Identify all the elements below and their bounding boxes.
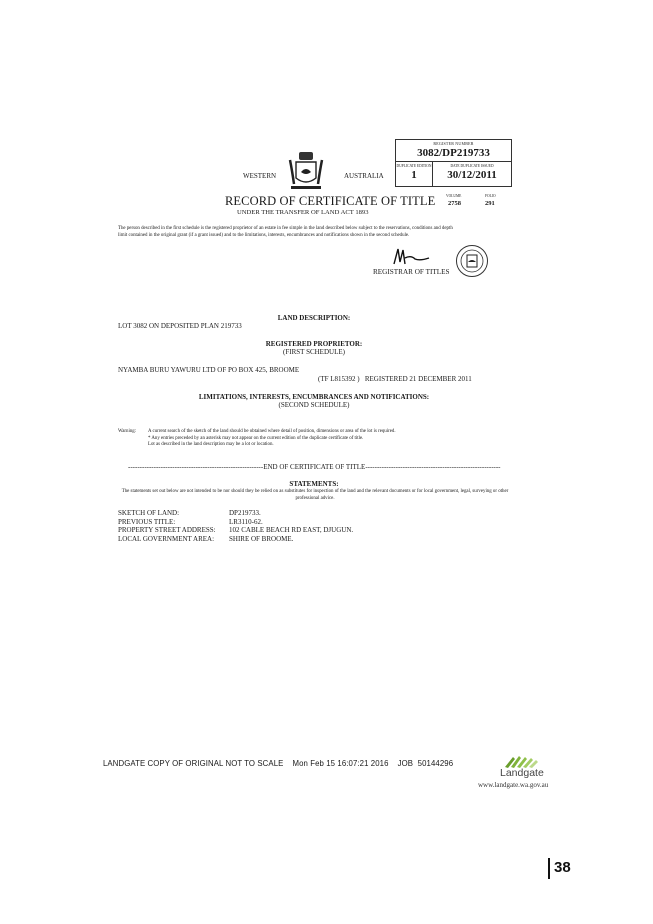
statement-key: SKETCH OF LAND: — [118, 509, 180, 517]
document-subtitle: UNDER THE TRANSFER OF LAND ACT 1893 — [237, 209, 369, 216]
statements-table — [118, 509, 353, 543]
limitations-heading: LIMITATIONS, INTERESTS, ENCUMBRANCES AND NOTIFICATIONS: — [198, 393, 430, 401]
page-number: 38 — [554, 859, 571, 876]
print-timestamp: Mon Feb 15 16:07:21 2016 — [292, 759, 389, 768]
land-description-text: LOT 3082 ON DEPOSITED PLAN 219733 — [118, 322, 242, 330]
warning-line: * Any entries preceded by an asterisk may not appear on the current edition of the duplicate certificate of title. — [148, 435, 364, 441]
statements-note: The statements set out below are not intended to be nor should they be relied on as substitutes for inspection of the land and the relevant documents or for local government, legal, surveying or other professional advice. — [121, 489, 509, 501]
statements-heading: STATEMENTS: — [289, 480, 339, 488]
volume-value: 2758 — [448, 200, 461, 207]
preamble-text: The person described in the first schedule is the registered proprietor of an estate in fee simple in the land described below subject to the reservations, conditions and depth limit contained in the original grant (if a grant issued) and to the limitations, interests, encumbrances and notifications shown in the second schedule. — [118, 226, 453, 238]
first-schedule-label: (FIRST SCHEDULE) — [283, 348, 345, 356]
folio-label: FOLIO — [485, 194, 496, 198]
statement-key: PROPERTY STREET ADDRESS: — [118, 526, 216, 535]
warning-line: Lot as described in the land description may be a lot or location. — [148, 442, 274, 448]
page-number-divider — [548, 858, 550, 879]
coat-of-arms-icon — [286, 150, 326, 194]
header-australia: AUSTRALIA — [344, 172, 384, 180]
header-western: WESTERN — [243, 172, 277, 180]
warning-line: A current search of the sketch of the land should be obtained where detail of position, dimensions or area of the lot is required. — [148, 429, 396, 434]
statement-row — [118, 535, 353, 544]
proprietor-name: NYAMBA BURU YAWURU LTD OF PO BOX 425, BROOME — [118, 366, 300, 374]
landgate-url: www.landgate.wa.gov.au — [478, 781, 549, 789]
duplicate-edition-label: DUPLICATE EDITION — [396, 164, 432, 168]
register-number: 3082/DP219733 — [417, 147, 490, 159]
register-number-box — [395, 139, 512, 187]
date-duplicate-issued-label: DATE DUPLICATE ISSUED — [450, 164, 494, 168]
proprietor-registration: (TF L815392 ) REGISTERED 21 DECEMBER 2011 — [318, 375, 472, 383]
document-title: RECORD OF CERTIFICATE OF TITLE — [225, 194, 436, 208]
statement-value: LR3110-62. — [229, 517, 263, 526]
second-schedule-label: (SECOND SCHEDULE) — [278, 401, 350, 409]
statement-row — [118, 518, 353, 527]
statement-value: 102 CABLE BEACH RD EAST, DJUGUN. — [229, 526, 354, 535]
copy-notice: LANDGATE COPY OF ORIGINAL NOT TO SCALE — [103, 759, 284, 768]
statement-key: LOCAL GOVERNMENT AREA: — [118, 534, 215, 543]
warning-block — [118, 429, 396, 449]
statement-value: SHIRE OF BROOME. — [229, 534, 294, 543]
signature-icon — [392, 246, 432, 268]
folio-value: 291 — [485, 200, 495, 207]
statement-key: PREVIOUS TITLE: — [118, 517, 176, 526]
landgate-brand: Landgate — [500, 767, 544, 779]
land-description-heading: LAND DESCRIPTION: — [277, 314, 351, 322]
register-number-label: REGISTER NUMBER — [433, 141, 474, 146]
statement-value: DP219733. — [229, 509, 261, 517]
volume-label: VOLUME — [446, 194, 462, 198]
statement-row — [118, 526, 353, 535]
official-seal-icon — [455, 244, 489, 278]
registrar-of-titles-label: REGISTRAR OF TITLES — [373, 268, 450, 276]
job-number: JOB 50144296 — [397, 759, 454, 768]
footer-copy-line — [103, 759, 453, 768]
date-duplicate-issued: 30/12/2011 — [447, 169, 497, 181]
statement-row — [118, 509, 353, 518]
warning-label: Warning: — [118, 429, 137, 434]
duplicate-edition: 1 — [411, 169, 417, 181]
end-of-certificate-line: ----------------------------------------------------------END OF CERTIFICATE OF TITLE---------------------------------------------------------- — [128, 463, 501, 471]
registered-proprietor-heading: REGISTERED PROPRIETOR: — [265, 340, 363, 348]
